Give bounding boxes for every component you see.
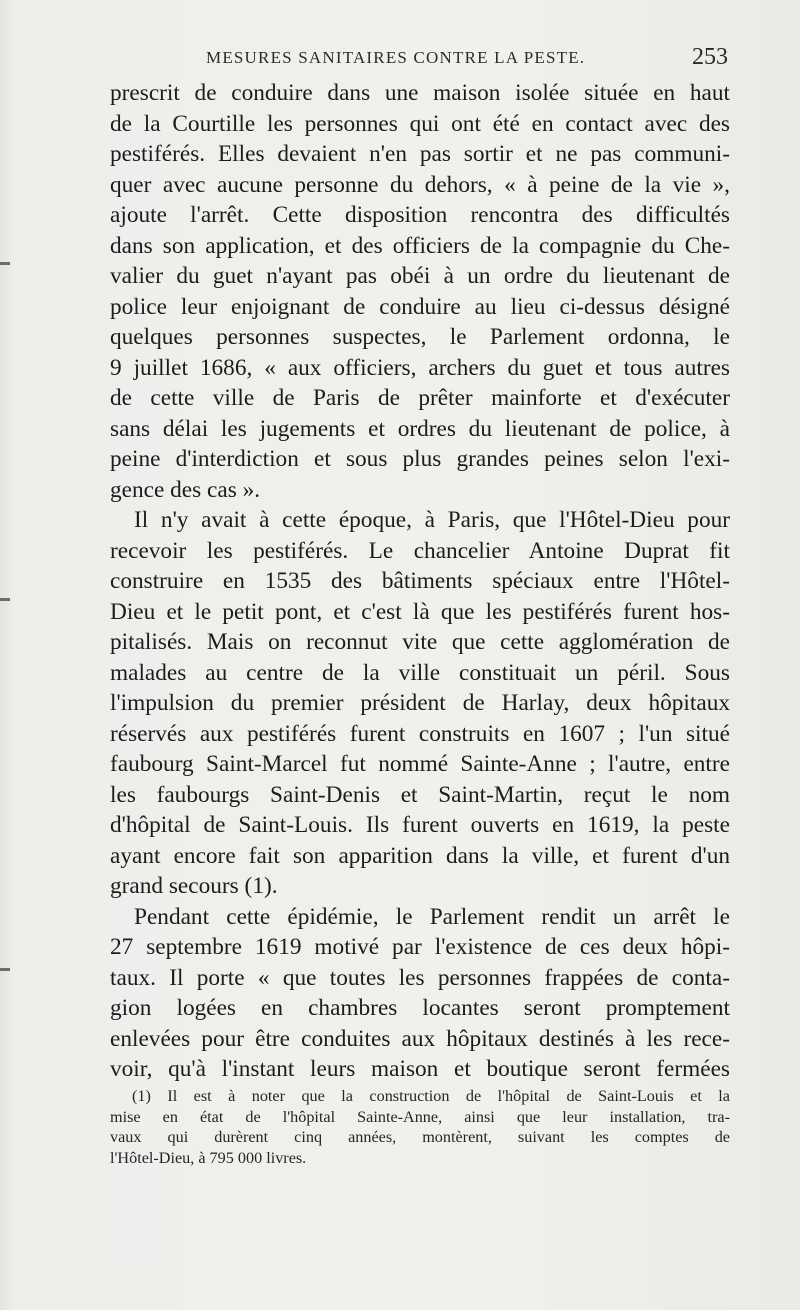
text-line: de cette ville de Paris de prêter mainforte et d'exécuter	[110, 385, 730, 411]
text-line: les faubourgs Saint-Denis et Saint-Martin, reçut le nom	[110, 781, 730, 808]
text-line: sans délai les jugements et ordres du lieutenant de police, à	[110, 415, 730, 442]
text-line: grand secours (1).	[110, 873, 278, 899]
text-line: malades au centre de la ville constituait un péril. Sous	[110, 659, 730, 686]
text-line: pitalisés. Mais on reconnut vite que cette agglomération de	[110, 629, 730, 655]
page-edge-mark	[0, 262, 10, 265]
text-line: réservés aux pestiférés furent construits en 1607 ; l'un situé	[110, 720, 730, 747]
text-line: gion logées en chambres locantes seront promptement	[110, 995, 730, 1021]
page-header	[110, 46, 730, 74]
page-number: 253	[692, 44, 728, 70]
text-line: 9 juillet 1686, « aux officiers, archers du guet et tous autres	[110, 354, 730, 381]
page-edge-mark	[0, 598, 10, 601]
text-line: dans son application, et des officiers de la compagnie du Che-	[110, 232, 730, 259]
text-line: gence des cas ».	[110, 476, 261, 503]
text-line: construire en 1535 des bâtiments spéciaux entre l'Hôtel-	[110, 568, 730, 594]
text-line: 27 septembre 1619 motivé par l'existence de ces deux hôpi-	[110, 934, 730, 960]
footnote	[110, 1086, 730, 1168]
running-head: MESURES SANITAIRES CONTRE LA PESTE.	[206, 48, 586, 67]
text-line: voir, qu'à l'instant leurs maison et boutique seront fermées	[110, 1056, 730, 1082]
text-line: quelques personnes suspectes, le Parlement ordonna, le	[110, 324, 730, 350]
text-line: ayant encore fait son apparition dans la ville, et furent d'un	[110, 842, 730, 869]
text-line: police leur enjoignant de conduire au lieu ci-dessus désigné	[110, 293, 730, 320]
footnote-line: (1) Il est à noter que la construction de l'hôpital de Saint-Louis et la	[132, 1087, 730, 1105]
text-line: l'impulsion du premier président de Harlay, deux hôpitaux	[110, 690, 730, 716]
text-line: Dieu et le petit pont, et c'est là que les pestiférés furent hos-	[110, 598, 730, 625]
footnote-line: l'Hôtel-Dieu, à 795 000 livres.	[110, 1148, 307, 1167]
text-line: quer avec aucune personne du dehors, « à peine de la vie »,	[110, 171, 730, 198]
footnote-line: mise en état de l'hôpital Sainte-Anne, ainsi que leur installation, tra-	[110, 1107, 730, 1126]
footnote-line: vaux qui durèrent cinq années, montèrent, suivant les comptes de	[110, 1128, 730, 1146]
text-line: taux. Il porte « que toutes les personnes frappées de conta-	[110, 964, 730, 991]
text-line: valier du guet n'ayant pas obéi à un ordre du lieutenant de	[110, 263, 730, 289]
text-line: faubourg Saint-Marcel fut nommé Sainte-Anne ; l'autre, entre	[110, 751, 730, 777]
text-line: de la Courtille les personnes qui ont été en contact avec des	[110, 110, 730, 137]
body-text	[110, 78, 730, 1085]
paragraph-start-line: Il n'y avait à cette époque, à Paris, que l'Hôtel-Dieu pour	[134, 507, 730, 533]
text-line: recevoir les pestiférés. Le chancelier Antoine Duprat fit	[110, 537, 730, 564]
text-line: d'hôpital de Saint-Louis. Ils furent ouverts en 1619, la peste	[110, 812, 730, 838]
text-line: prescrit de conduire dans une maison isolée située en haut	[110, 80, 730, 106]
text-line: ajoute l'arrêt. Cette disposition rencontra des difficultés	[110, 202, 730, 228]
paragraph-start-line: Pendant cette épidémie, le Parlement rendit un arrêt le	[134, 903, 730, 930]
page-edge-mark	[0, 968, 10, 971]
text-line: enlevées pour être conduites aux hôpitaux destinés à les rece-	[110, 1025, 730, 1052]
text-line: pestiférés. Elles devaient n'en pas sortir et ne pas communi-	[110, 141, 730, 167]
text-line: peine d'interdiction et sous plus grandes peines selon l'exi-	[110, 446, 730, 472]
